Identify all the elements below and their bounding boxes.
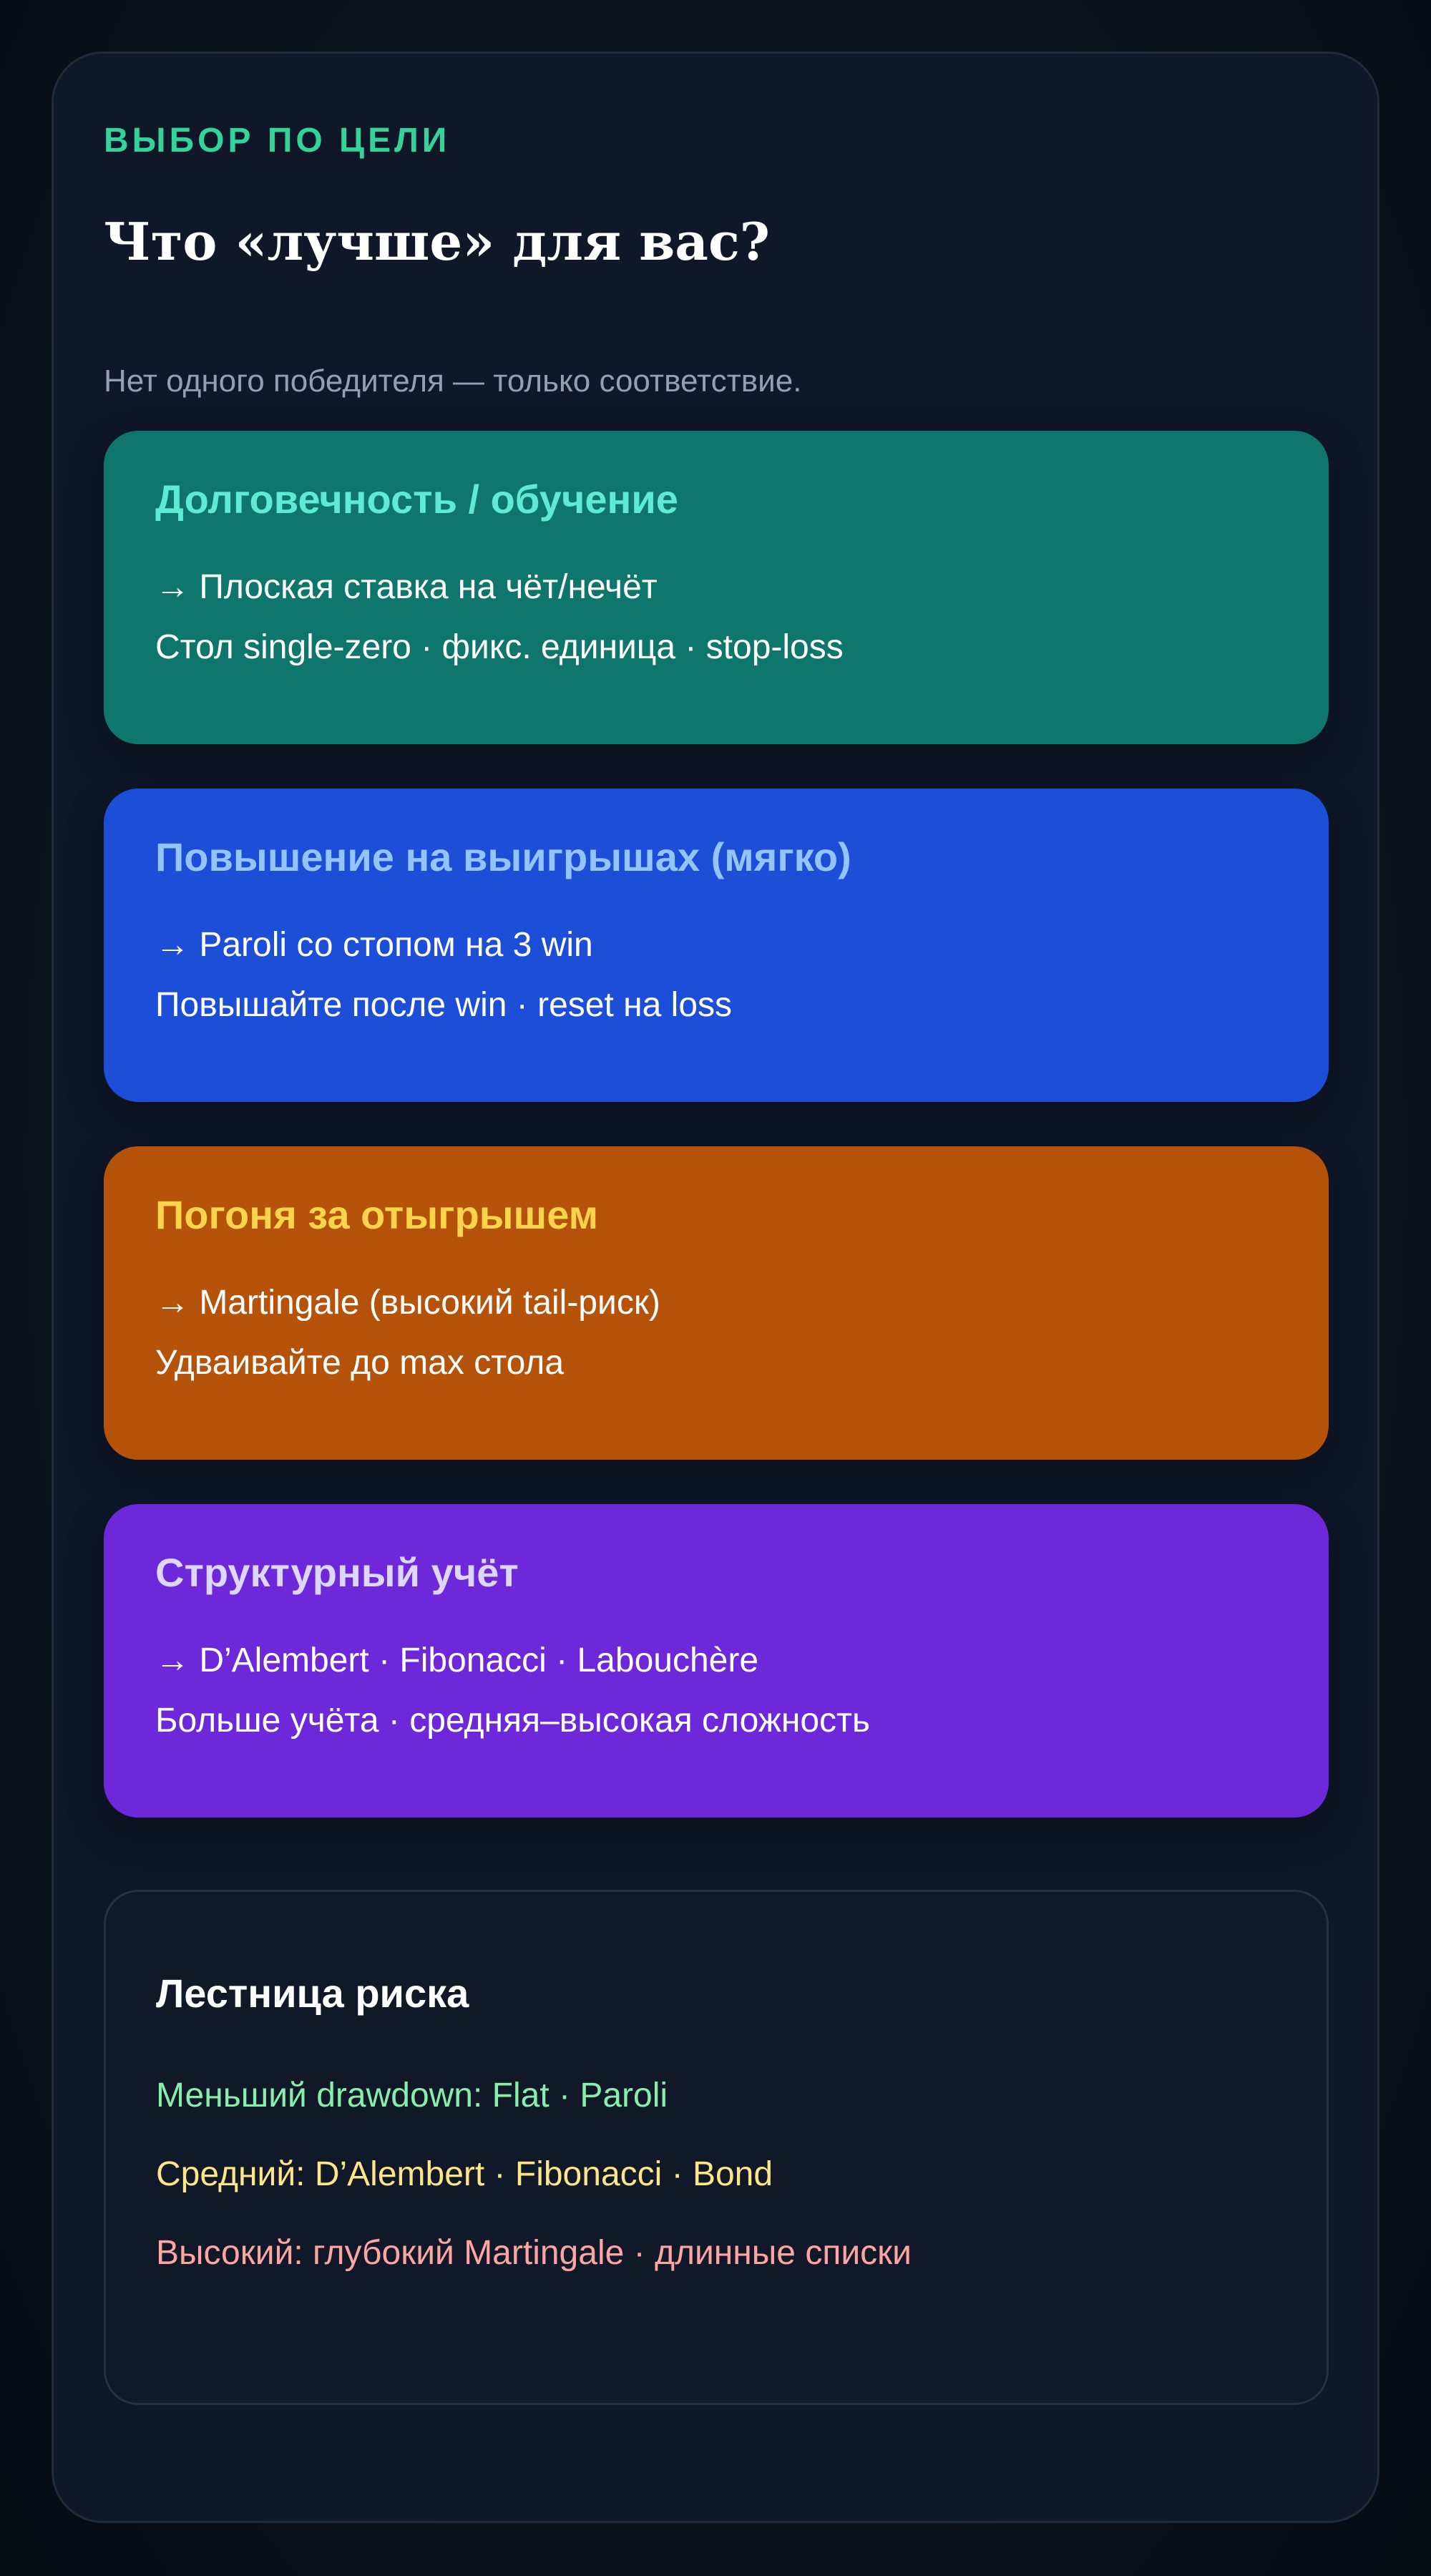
goal-card-recommendation: → Paroli со стопом на 3 win [155, 926, 593, 964]
goal-card-title: Долговечность / обучение [155, 477, 678, 522]
goal-card-details: Стол single-zero · фикс. единица · stop-loss [155, 628, 844, 666]
goal-card-title: Повышение на выигрышах (мягко) [155, 834, 851, 879]
risk-ladder-high: Высокий: глубокий Martingale · длинные списки [156, 2234, 912, 2272]
goal-card-recommendation: → Martingale (высокий tail-риск) [155, 1284, 660, 1322]
goal-card-details: Больше учёта · средняя–высокая сложность [155, 1702, 871, 1740]
goal-card-recommendation: → D’Alembert · Fibonacci · Labouchère [155, 1641, 759, 1679]
goal-card-title: Структурный учёт [155, 1550, 519, 1595]
goal-card-structured-tracking [104, 1504, 1329, 1818]
risk-ladder-card [104, 1890, 1329, 2405]
page-title: Что «лучше» для вас? [104, 211, 770, 272]
goal-card-soft-progression [104, 789, 1329, 1102]
goal-card-title: Погоня за отыгрышем [155, 1192, 599, 1237]
goal-card-recommendation: → Плоская ставка на чёт/нечёт [155, 568, 658, 606]
goal-card-longevity [104, 431, 1329, 744]
goal-card-details: Удваивайте до max стола [155, 1344, 565, 1382]
risk-ladder-title: Лестница риска [156, 1971, 469, 2016]
strategy-goal-panel [52, 52, 1379, 2523]
risk-ladder-medium: Средний: D’Alembert · Fibonacci · Bond [156, 2155, 773, 2193]
page-subtitle: Нет одного победителя — только соответствие. [104, 364, 802, 399]
goal-card-details: Повышайте после win · reset на loss [155, 986, 733, 1024]
goal-card-chasing-losses [104, 1146, 1329, 1460]
section-eyebrow: ВЫБОР ПО ЦЕЛИ [104, 122, 451, 160]
risk-ladder-low: Меньший drawdown: Flat · Paroli [156, 2077, 668, 2114]
